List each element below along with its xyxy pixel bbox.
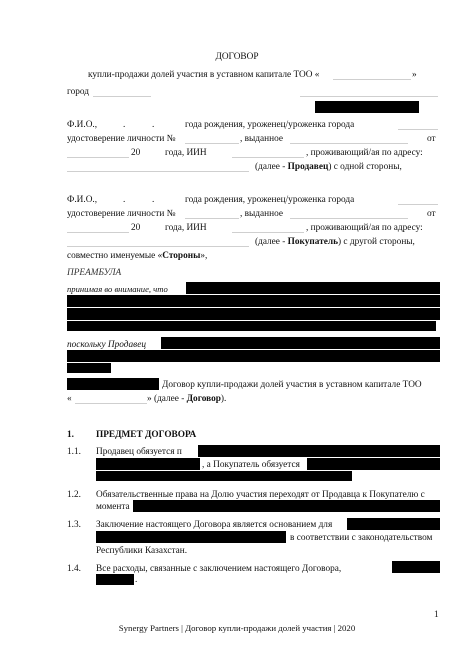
buyer-name-label: Ф.И.О., xyxy=(67,195,98,205)
buyer-address-blank xyxy=(67,246,249,247)
seller-role-prefix: (далее - xyxy=(255,162,288,172)
redaction-block xyxy=(347,518,440,530)
clause-text: , а Покупатель обязуется xyxy=(202,460,300,470)
document-subtitle: купли-продажи долей участия в уставном капитале ТОО « xyxy=(88,70,320,80)
document-title: ДОГОВОР xyxy=(215,52,259,62)
seller-address-blank xyxy=(67,171,249,172)
redaction-block xyxy=(186,282,440,294)
buyer-iin-blank xyxy=(232,232,304,233)
buyer-year-prefix: 20 xyxy=(131,223,141,233)
parties-line xyxy=(67,250,207,262)
redaction-block xyxy=(67,363,111,373)
buyer-city-blank xyxy=(398,204,438,205)
parties-prefix: совместно именуемые « xyxy=(67,251,163,261)
clause-number: 1.1. xyxy=(67,447,81,457)
redaction-block xyxy=(392,561,440,573)
section-number: 1. xyxy=(67,430,74,440)
date-blank xyxy=(300,96,438,97)
buyer-iin-label: года, ИИН xyxy=(165,223,207,233)
buyer-from-label: от xyxy=(427,209,436,219)
redaction-block xyxy=(198,445,440,457)
parties-name: Стороны xyxy=(162,251,201,261)
buyer-role-prefix: (далее - xyxy=(255,237,288,247)
seller-birth-month-separator: . xyxy=(152,120,155,130)
preamble-heading: ПРЕАМБУЛА xyxy=(67,268,122,278)
preamble-given: принимая во внимание, что xyxy=(67,284,168,294)
page-number: 1 xyxy=(434,610,439,620)
clause-text: Все расходы, связанные с заключением настоящего Договора, xyxy=(96,564,342,574)
parties-suffix: », xyxy=(200,251,208,261)
redaction-block xyxy=(96,531,286,543)
footer-text: Synergy Partners | Договор купли-продажи долей участия | 2020 xyxy=(118,623,356,633)
seller-from-label: от xyxy=(427,134,436,144)
city-label: город xyxy=(67,87,89,97)
clause-text: . xyxy=(135,575,138,585)
seller-issued-label: , выданное xyxy=(240,134,283,144)
seller-issue-date-blank xyxy=(67,157,129,158)
preamble-contract-close-prefix: » (далее - xyxy=(147,394,187,404)
seller-iin-label: года, ИИН xyxy=(165,148,207,158)
clause-text: в соответствии с законодательством xyxy=(290,533,433,543)
preamble-contract-text: Договор купли-продажи долей участия в уставном капитале ТОО xyxy=(162,380,422,390)
redaction-block xyxy=(307,458,440,470)
seller-role: Продавец xyxy=(287,162,329,172)
buyer-role-line xyxy=(255,236,415,248)
redaction-block xyxy=(96,574,134,585)
clause-text: Обязательственные права на Долю участия переходят от Продавца к Покупателю с xyxy=(96,490,425,500)
seller-name-label: Ф.И.О., xyxy=(67,120,98,130)
buyer-id-blank xyxy=(185,218,239,219)
redaction-block xyxy=(133,500,440,512)
clause-text: Заключение настоящего Договора является основанием для xyxy=(96,520,333,530)
redaction-block xyxy=(315,101,419,113)
seller-birth-text: года рождения, уроженец/уроженка города xyxy=(185,120,355,130)
buyer-issued-label: , выданное xyxy=(240,209,283,219)
seller-id-label: удостоверение личности № xyxy=(67,134,176,144)
preamble-company-blank xyxy=(75,403,147,404)
clause-text: Продавец обязуется п xyxy=(96,447,182,457)
seller-year-prefix: 20 xyxy=(131,148,141,158)
clause-text: момента xyxy=(96,502,130,512)
buyer-issuer-blank xyxy=(290,218,408,219)
preamble-since: поскольку Продавец xyxy=(67,340,146,350)
redaction-block xyxy=(96,471,352,481)
preamble-contract-close-suffix: ). xyxy=(220,394,227,404)
clause-number: 1.2. xyxy=(67,490,81,500)
redaction-block xyxy=(96,458,200,470)
seller-issuer-blank xyxy=(290,143,408,144)
document-subtitle-close: » xyxy=(412,70,417,80)
seller-address-label: , проживающий/ая по адресу: xyxy=(306,148,423,158)
redaction-block xyxy=(67,295,440,307)
section-heading: ПРЕДМЕТ ДОГОВОРА xyxy=(96,430,197,440)
clause-number: 1.3. xyxy=(67,520,81,530)
seller-id-blank xyxy=(185,143,239,144)
contract-name: Договор xyxy=(186,394,221,404)
redaction-block xyxy=(67,378,159,390)
buyer-birth-month-separator: . xyxy=(152,195,155,205)
seller-birth-day-separator: . xyxy=(123,120,126,130)
buyer-birth-day-separator: . xyxy=(123,195,126,205)
redaction-block xyxy=(67,350,440,362)
seller-role-line xyxy=(255,161,402,173)
seller-role-suffix: ) с одной стороны, xyxy=(328,162,402,172)
clause-text: Республики Казахстан. xyxy=(96,546,188,556)
redaction-block xyxy=(67,321,436,331)
city-blank xyxy=(93,96,151,97)
clause-number: 1.4. xyxy=(67,564,81,574)
seller-city-blank xyxy=(398,129,438,130)
seller-iin-blank xyxy=(232,157,304,158)
buyer-birth-text: года рождения, уроженец/уроженка города xyxy=(185,195,355,205)
buyer-issue-date-blank xyxy=(67,232,129,233)
redaction-block xyxy=(67,308,440,320)
preamble-contract-close xyxy=(147,393,226,405)
redaction-block xyxy=(161,337,440,349)
preamble-contract-open: « xyxy=(67,394,72,404)
buyer-role-suffix: ) с другой стороны, xyxy=(338,237,415,247)
company-name-blank xyxy=(333,79,411,80)
buyer-id-label: удостоверение личности № xyxy=(67,209,176,219)
buyer-address-label: , проживающий/ая по адресу: xyxy=(306,223,423,233)
buyer-role: Покупатель xyxy=(287,237,339,247)
